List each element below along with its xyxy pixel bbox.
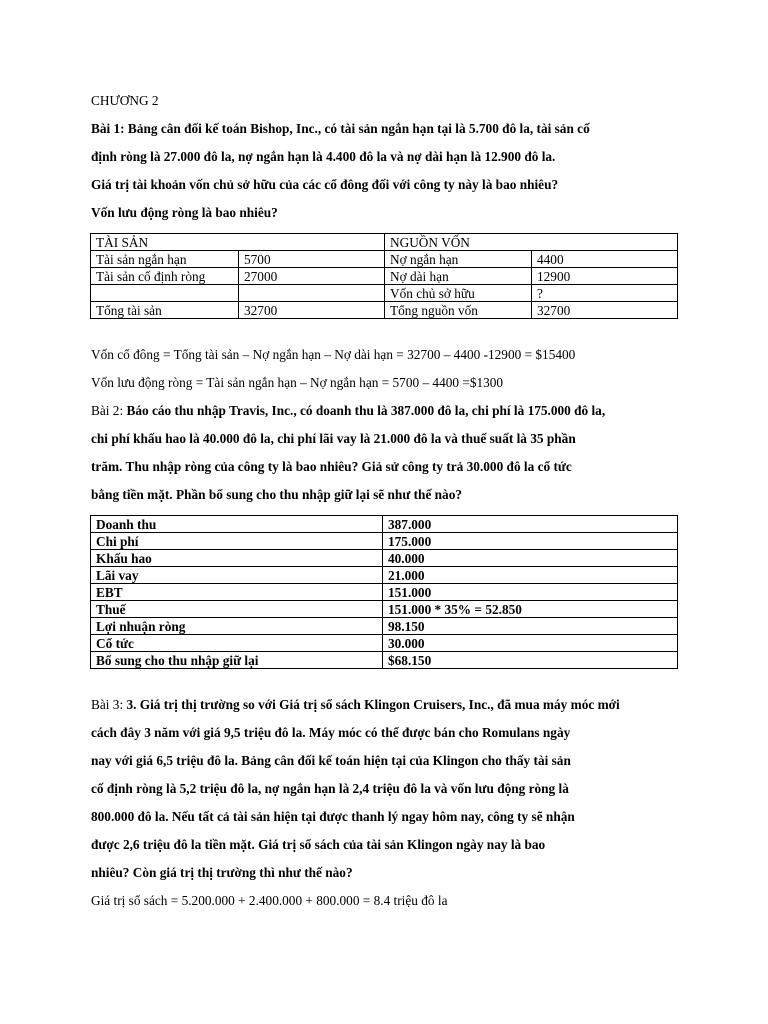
table-cell: 32700 xyxy=(532,302,678,319)
table-row xyxy=(91,285,678,302)
table-cell xyxy=(239,285,385,302)
table-cell: Chi phí xyxy=(91,533,383,550)
ex2-line-1 xyxy=(91,403,605,419)
table-cell: 151.000 * 35% = 52.850 xyxy=(383,601,678,618)
table-row xyxy=(91,584,678,601)
liabilities-header: NGUỒN VỐN xyxy=(385,234,678,251)
table-header-row xyxy=(91,234,678,251)
ex3-line-1 xyxy=(91,697,620,713)
table-cell: Doanh thu xyxy=(91,516,383,533)
assets-header: TÀI SẢN xyxy=(91,234,385,251)
ex1-answer-2: Vốn lưu động ròng = Tài sản ngắn hạn – Nợ ngắn hạn = 5700 – 4400 =$1300 xyxy=(91,375,504,390)
table-cell: 27000 xyxy=(239,268,385,285)
table-cell: Thuế xyxy=(91,601,383,618)
ex1-line-3: Giá trị tài khoản vốn chủ sở hữu của các cổ đông đối với công ty này là bao nhiêu? xyxy=(91,177,559,192)
table-row xyxy=(91,533,678,550)
ex2-label: Bài 2: xyxy=(91,403,127,418)
table-cell: $68.150 xyxy=(383,652,678,669)
ex3-answer: Giá trị sổ sách = 5.200.000 + 2.400.000 + 800.000 = 8.4 triệu đô la xyxy=(91,893,448,908)
table-cell: 40.000 xyxy=(383,550,678,567)
table-cell: 98.150 xyxy=(383,618,678,635)
ex3-first-text: 3. Giá trị thị trường so với Giá trị sổ sách Klingon Cruisers, Inc., đã mua máy móc mới xyxy=(126,697,620,712)
table-cell: 5700 xyxy=(239,251,385,268)
table-cell: 30.000 xyxy=(383,635,678,652)
table-cell: Lợi nhuận ròng xyxy=(91,618,383,635)
ex2-line-2: chi phí khấu hao là 40.000 đô la, chi phí lãi vay là 21.000 đô la và thuế suất là 35 phần xyxy=(91,431,576,446)
table-cell: Tài sản ngắn hạn xyxy=(91,251,239,268)
table-cell: EBT xyxy=(91,584,383,601)
table-cell: Vốn chủ sở hữu xyxy=(385,285,532,302)
table-row xyxy=(91,567,678,584)
ex2-line-3: trăm. Thu nhập ròng của công ty là bao nhiêu? Giả sử công ty trả 30.000 đô la cổ tức xyxy=(91,459,572,474)
table-row xyxy=(91,618,678,635)
table-row xyxy=(91,635,678,652)
balance-sheet-table xyxy=(90,233,678,319)
table-cell: Tổng nguồn vốn xyxy=(385,302,532,319)
ex1-line-2: định ròng là 27.000 đô la, nợ ngắn hạn là 4.400 đô la và nợ dài hạn là 12.900 đô la. xyxy=(91,149,556,164)
table-cell: Cổ tức xyxy=(91,635,383,652)
ex2-first-text: Báo cáo thu nhập Travis, Inc., có doanh thu là 387.000 đô la, chi phí là 175.000 đô la, xyxy=(126,403,606,418)
table-cell: Bổ sung cho thu nhập giữ lại xyxy=(91,652,383,669)
ex1-answer-1: Vốn cổ đông = Tổng tài sản – Nợ ngắn hạn – Nợ dài hạn = 32700 – 4400 -12900 = $15400 xyxy=(91,347,576,362)
ex1-line-1: Bài 1: Bảng cân đối kế toán Bishop, Inc., có tài sản ngắn hạn tại là 5.700 đô la, tài sản cố xyxy=(91,121,590,136)
ex1-line-4: Vốn lưu động ròng là bao nhiêu? xyxy=(91,205,278,220)
table-row xyxy=(91,302,678,319)
ex3-line-3: nay với giá 6,5 triệu đô la. Bảng cân đối kế toán hiện tại của Klingon cho thấy tài sản xyxy=(91,753,571,768)
table-row xyxy=(91,516,678,533)
table-row xyxy=(91,652,678,669)
table-cell: 21.000 xyxy=(383,567,678,584)
table-cell: 151.000 xyxy=(383,584,678,601)
table-row xyxy=(91,268,678,285)
table-cell: Tài sản cố định ròng xyxy=(91,268,239,285)
table-row xyxy=(91,601,678,618)
table-cell: Khấu hao xyxy=(91,550,383,567)
table-row xyxy=(91,251,678,268)
ex2-line-4: bằng tiền mặt. Phần bổ sung cho thu nhập giữ lại sẽ như thế nào? xyxy=(91,487,463,502)
table-cell: Nợ ngắn hạn xyxy=(385,251,532,268)
ex3-line-7: nhiêu? Còn giá trị thị trường thì như thế nào? xyxy=(91,865,353,880)
table-cell: Lãi vay xyxy=(91,567,383,584)
table-cell: 175.000 xyxy=(383,533,678,550)
chapter-heading: CHƯƠNG 2 xyxy=(91,93,159,108)
table-cell: ? xyxy=(532,285,678,302)
table-cell: Tổng tài sản xyxy=(91,302,239,319)
ex3-line-5: 800.000 đô la. Nếu tất cả tài sản hiện tại được thanh lý ngay hôm nay, công ty sẽ nhận xyxy=(91,809,575,824)
ex3-line-4: cố định ròng là 5,2 triệu đô la, nợ ngắn hạn là 2,4 triệu đô la và vốn lưu động ròng là xyxy=(91,781,569,796)
table-cell: Nợ dài hạn xyxy=(385,268,532,285)
table-cell xyxy=(91,285,239,302)
table-cell: 4400 xyxy=(532,251,678,268)
table-cell: 32700 xyxy=(239,302,385,319)
table-row xyxy=(91,550,678,567)
ex3-line-2: cách đây 3 năm với giá 9,5 triệu đô la. Máy móc có thể được bán cho Romulans ngày xyxy=(91,725,571,740)
ex3-line-6: được 2,6 triệu đô la tiền mặt. Giá trị sổ sách của tài sản Klingon ngày nay là bao xyxy=(91,837,546,852)
table-cell: 387.000 xyxy=(383,516,678,533)
ex3-label: Bài 3: xyxy=(91,697,127,712)
table-cell: 12900 xyxy=(532,268,678,285)
income-statement-table xyxy=(90,515,678,669)
